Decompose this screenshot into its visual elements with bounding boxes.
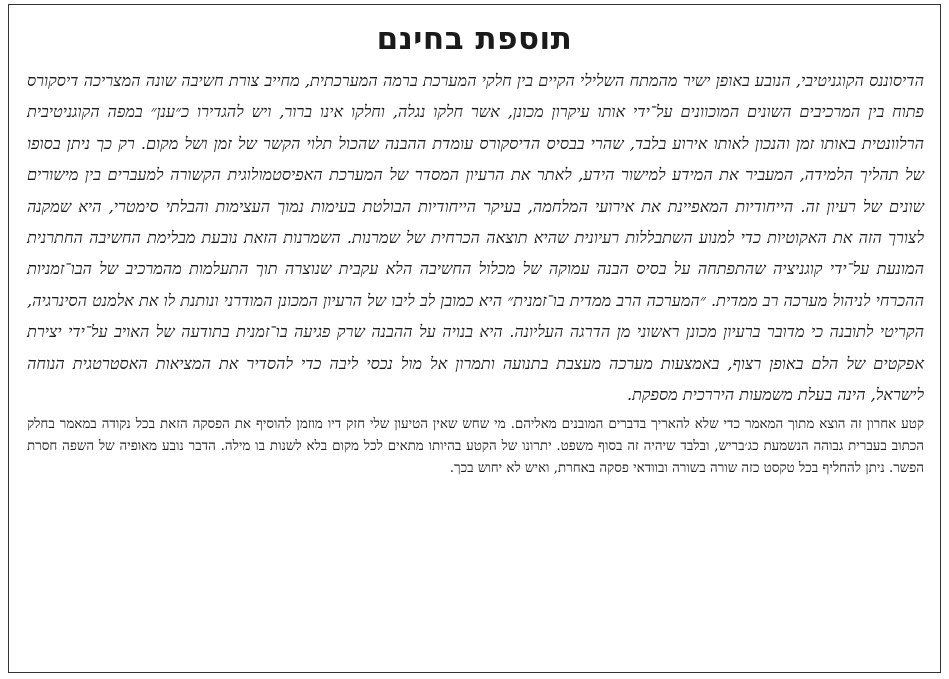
article-box — [8, 4, 941, 673]
main-paragraph: הדיסוננס הקוגניטיבי, הנובע באופן ישיר מהמתח השלילי הקיים בין חלקי המערכת ברמה המערכתית, מחייב צורת חשיבה שונה המצריכה דיסקורס פתוח בין המרכיבים השונים המוכוונים על־ידי אותו עיקרון מכונן, אשר חלקו נגלה, וחלקו אינו ברור, ויש להגדירו כ״ענן״ במפה הקוגניטיבית הרלוונטית באותו זמן והנכון לאותו אירוע בלבד, שהרי בבסיס הדיסקורס עומדת ההבנה שהכול תלוי הקשר של זמן ושל מקום. רק כך ניתן בסופו של תהליך הלמידה, המעביר את המידע למישור הידע, לאתר את הרעיון המסדר של המערכת האפיסטמולוגית הקשורה למעברים בין מישורים שונים של רעיון זה. הייחודיות המאפיינת את אירועי המלחמה, בעיקר הייחודיות הבולטת בעימות נמוך העצימות והבלתי סימטרי, היא שמקנה לצורך הזה את האקוטיות כדי למנוע השתבללות רעיונית שהיא תוצאה הכרחית של שמרנות. השמרנות הזאת נובעת מבלימת החשיבה החתרנית המונעת על־ידי קוגניציה שהתפתחה על בסיס הבנה עמוקה של מכלול החשיבה הלא עקבית שנוצרה תוך התעלמות מהמרכיב של הבו־זמניות ההכרחי לניהול מערכה רב ממדית. ״המערכה הרב ממדית בו־זמנית״ היא כמובן לב ליבו של הרעיון המכונן המודרני ונותנת לו את אלמנט הסינרגיה, הקריטי לתובנה כי מדובר ברעיון מכונן ראשוני מן הדרגה העליונה. היא בנויה על ההבנה שרק פגיעה בו־זמנית בתודעה של האויב על־ידי יצירת אפקטים של הלם באופן רצוף, באמצעות מערכה מעצבת בתנועה ותמרון אל מול נכסי ליבה כדי להסדיר את המציאות האסטרטגית הנוחה לישראל, הינה בעלת משמעות היררכית מספקת. — [27, 71, 925, 405]
article-body — [9, 65, 940, 480]
editor-note: קטע אחרון זה הוצא מתוך המאמר כדי שלא להאריך בדברים המובנים מאליהם. מי שחש שאין הטיעון שלי חזק דיו מוזמן להוסיף את הפסקה הזאת בכל נקודה במאמר בחלק הכתוב בעברית גבוהה הנשמעת כג׳בריש, ובלבד שיהיה זה בסוף משפט. יתרונו של הקטע בהיותו מתאים לכל מקום בלא לשנות בו מילה. הדבר נובע מאופיה של השפה חסרת הפשר. ניתן להחליף בכל טקסט כזה שורה בשורה ובוודאי פסקה באחרת, ואיש לא יחוש בכך. — [27, 417, 924, 477]
article-title: תוספת בחינם — [376, 21, 573, 57]
